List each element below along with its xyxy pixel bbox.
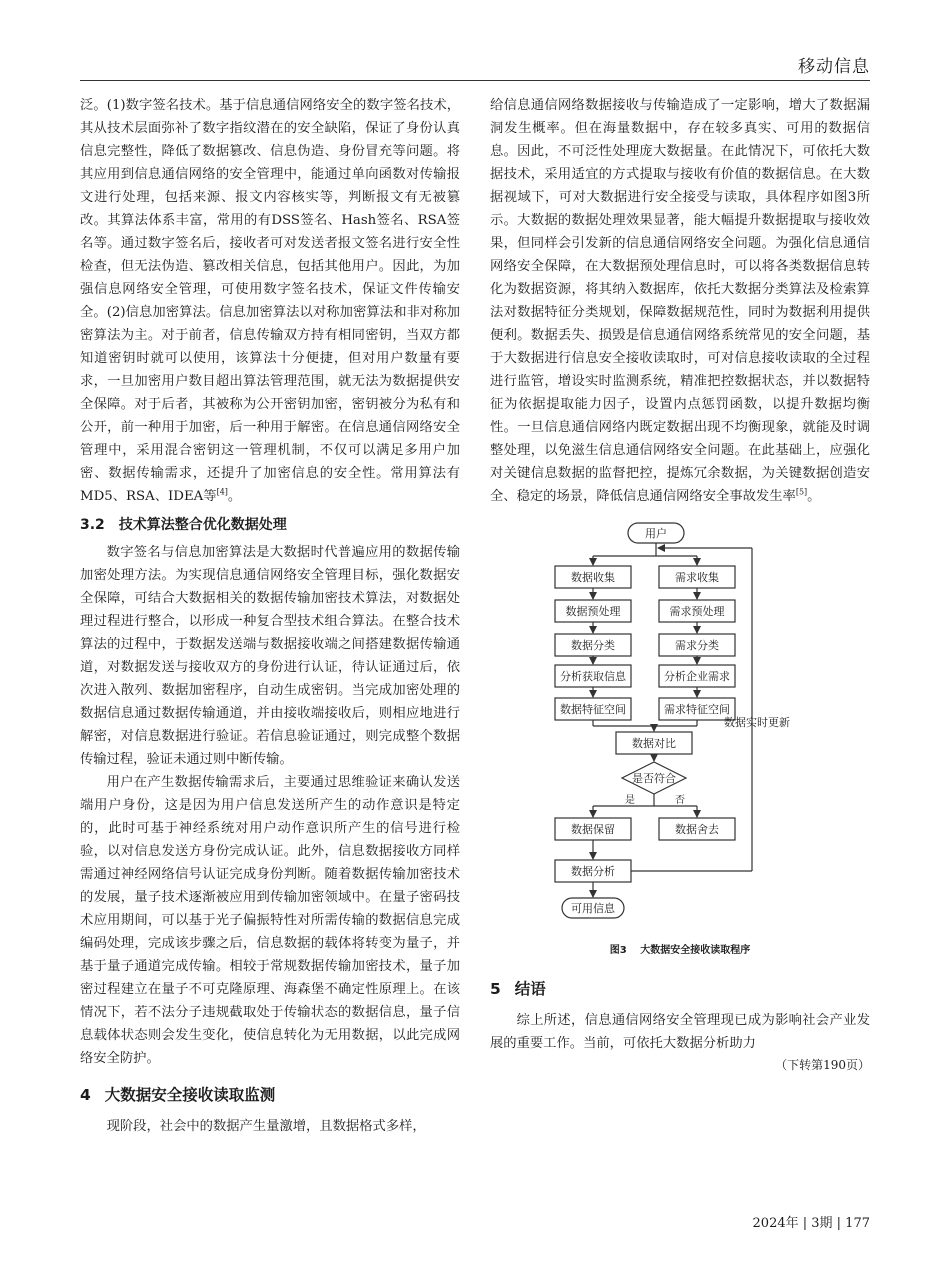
paragraph: 泛。(1)数字签名技术。基于信息通信网络安全的数字签名技术，其从技术层面弥补了数字指纹潜在的安全缺陷，保证了身份认真信息完整性，降低了数据篡改、信息伪造、身份冒充等问题。将其应用到信息通信网络的安全管理中，能通过单向函数对传输报文进行处理，包括来源、报文内容核实等，判断报文有无被篡改。其算法体系丰富，常用的有DSS签名、Hash签名、RSA签名等。通过数字签名后，接收者可对发送者报文签名进行安全性检查，但无法伪造、篡改相关信息，包括其他用户。因此，为加强信息网络安全管理，可使用数字签名技术，保证文件传输安全。(2)信息加密算法。信息加密算法以对称加密算法和非对称加密算法为主。对于前者，信息传输双方持有相同密钥，当双方都知道密钥时就可以使用，该算法十分便捷，但对用户数量有要求，一旦加密用户数目超出算法管理范围，就无法为数据提供安全保障。对于后者，其被称为公开密钥加密，密钥被分为私有和公开，前一种用于加密，后一种用于解密。在信息通信网络安全管理中，采用混合密钥这一管理机制，不仅可以满足多用户加密、数据传输需求，还提升了加密信息的安全性。常用算法有MD5、RSA、IDEA等[4]。 <box>80 98 460 504</box>
flow-label-update: 数据实时更新 <box>724 716 790 729</box>
flowchart-svg <box>490 518 870 988</box>
right-column <box>490 94 870 1075</box>
flow-label: 需求收集 <box>675 571 719 584</box>
flow-label: 数据预处理 <box>565 605 621 618</box>
section-title: 技术算法整合优化数据处理 <box>118 517 287 533</box>
figure-caption-title: 大数据安全接收读取程序 <box>640 945 751 956</box>
figure-caption-number: 图3 <box>609 945 627 956</box>
flow-label: 需求分类 <box>675 639 719 652</box>
flow-label-output: 可用信息 <box>571 902 615 915</box>
citation[interactable]: [4] <box>216 487 228 497</box>
flow-label-user: 用户 <box>645 527 667 540</box>
flow-label-no: 否 <box>675 795 685 806</box>
page-header <box>80 48 870 81</box>
section-number: 4 <box>80 1086 91 1104</box>
left-column <box>80 94 460 1138</box>
flow-label: 数据特征空间 <box>560 703 626 716</box>
flow-label: 分析企业需求 <box>664 670 730 683</box>
flow-label: 数据分类 <box>571 639 615 652</box>
paragraph: 给信息通信网络数据接收与传输造成了一定影响，增大了数据漏洞发生概率。但在海量数据中，存在较多真实、可用的数据信息。因此，不可泛性处理庞大数据量。在此情况下，可依托大数据技术，采用适宜的方式提取与接收有价值的数据信息。在大数据视域下，可对大数据进行安全接受与读取，具体程序如图3所示。大数据的数据处理效果显著，能大幅提升数据提取与接收效果，但同样会引发新的信息通信网络安全问题。为强化信息通信网络安全保障，在大数据预处理信息时，可以将各类数据信息转化为数据资源，将其纳入数据库，依托大数据分类算法及检索算法对数据特征分类规划，保障数据规范性，同时为数据利用提供便利。数据丢失、损毁是信息通信网络系统常见的安全问题，基于大数据进行信息安全接收读取时，可对信息接收读取的全过程进行监管，增设实时监测系统，精准把控数据状态，并以数据特征为依据提取能力因子，设置内点惩罚函数，以提升数据均衡性。一旦信息通信网络内既定数据出现不均衡现象，就能及时调整处理，以免滋生信息通信网络安全问题。在此基础上，应强化对关键信息数据的监督把控，提炼冗余数据，为关键数据创造安全、稳定的场景，降低信息通信网络安全事故发生率[5]。 <box>490 98 870 504</box>
continued-note: （下转第190页） <box>775 1058 870 1072</box>
flow-label-analysis: 数据分析 <box>571 865 615 878</box>
journal-name: 移动信息 <box>798 57 870 77</box>
page-footer: 2024年 | 3期 | 177 <box>752 1216 870 1231</box>
paragraph: 数字签名与信息加密算法是大数据时代普遍应用的数据传输加密处理方法。为实现信息通信网络安全管理目标，强化数据安全保障，可结合大数据相关的数据传输加密技术算法，对数据处理过程进行整合，以形成一种复合型技术组合算法。在整合技术算法的过程中，于数据发送端与数据接收端之间搭建数据传输通道，对数据发送与接收双方的身份进行认证，待认证通过后，依次进入散列、数据加密程序，自动生成密钥。当完成加密处理的数据信息通过数据传输通道，并由接收端接收后，则相应地进行解密，对信息数据进行验证。若信息验证通过，则完成整个数据传输过程，验证未通过则中断传输。 <box>80 545 460 767</box>
flow-label: 需求特征空间 <box>664 703 730 716</box>
flow-label-yes: 是 <box>625 795 635 806</box>
flow-label-discard: 数据舍去 <box>675 823 719 836</box>
flow-label-decision: 是否符合 <box>632 772 676 785</box>
paragraph: 综上所述，信息通信网络安全管理现已成为影响社会产业发展的重要工作。当前，可依托大数据分析助力 <box>490 1013 870 1051</box>
figure-caption <box>610 943 750 956</box>
section-heading-3-2 <box>80 514 460 537</box>
citation[interactable]: [5] <box>795 487 808 497</box>
section-number: 5 <box>490 980 501 998</box>
flow-label: 需求预处理 <box>669 605 725 618</box>
figure-3-flowchart <box>490 518 870 988</box>
paragraph: 现阶段，社会中的数据产生量激增，且数据格式多样， <box>106 1119 426 1134</box>
flow-label-keep: 数据保留 <box>571 823 615 836</box>
flow-label: 分析获取信息 <box>560 670 626 683</box>
paragraph: 用户在产生数据传输需求后，主要通过思维验证来确认发送端用户身份，这是因为用户信息发送所产生的动作意识是特定的，此时可基于神经系统对用户动作意识所产生的信号进行检验，以对信息发送方身份完成认证。此外，信息数据接收方同样需通过神经网络信号认证完成身份判断。随着数据传输加密技术的发展，量子技术逐渐被应用到传输加密领域中。在量子密码技术应用期间，可以基于光子偏振特性对所需传输的数据信息完成编码处理，完成该步骤之后，信息数据的载体将转变为量子，并基于量子通道完成传输。相较于常规数据传输加密技术，量子加密过程建立在量子不可克隆原理、海森堡不确定性原理上。在该情况下，若不法分子违规截取处于传输状态的数据信息，量子信息载体状态则会发生变化，使信息转化为无用数据，以此完成网络安全防护。 <box>80 775 460 1066</box>
section-heading-4 <box>80 1084 460 1107</box>
flow-label: 数据收集 <box>571 571 615 584</box>
flow-label-compare: 数据对比 <box>632 737 676 750</box>
section-number: 3.2 <box>80 517 105 533</box>
section-title: 大数据安全接收读取监测 <box>104 1086 276 1104</box>
section-title: 结语 <box>514 980 546 998</box>
